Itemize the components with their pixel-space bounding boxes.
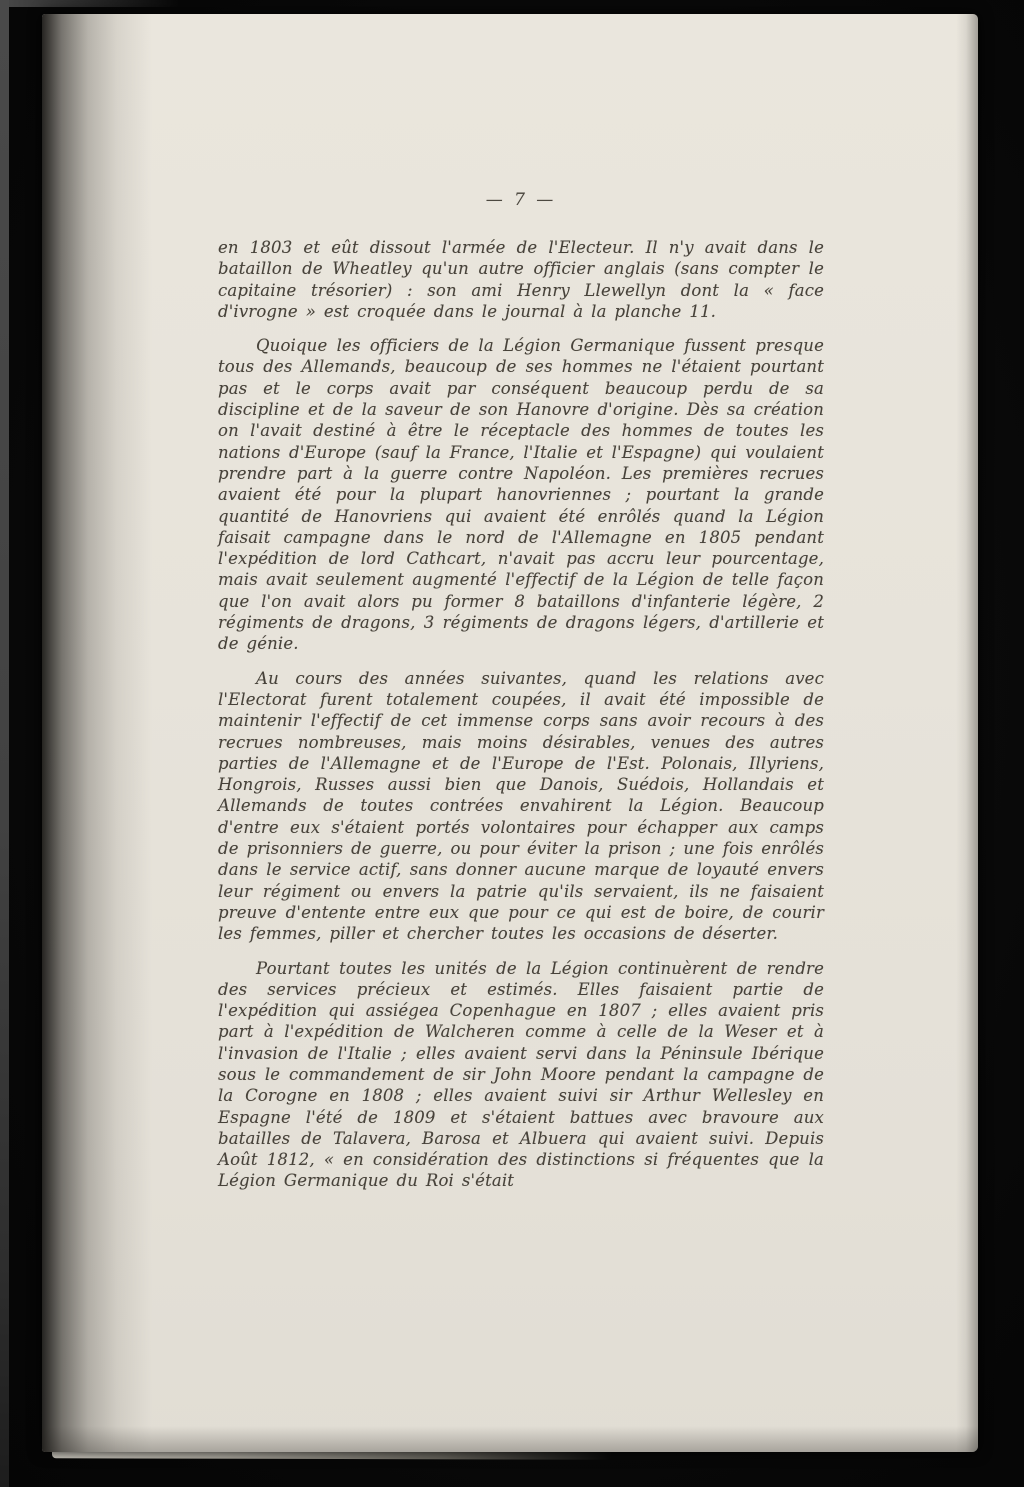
page-bottom-shadow — [42, 1426, 978, 1452]
scanner-edge-strip — [0, 0, 9, 1487]
page-content — [218, 190, 824, 1192]
scanner-edge-top — [0, 0, 180, 7]
paragraph: Pourtant toutes les unités de la Légion continuèrent de rendre des services précieux et estimés. Elles faisaient partie de l'expédition qui assiégea Copenhague en 1807 ; elles avaient pris part à l'expédition de Walcheren comme à celle de la Weser et à l'invasion de l'Italie ; elles avaient servi dans la Péninsule Ibérique sous le commandement de sir John Moore pendant la campagne de la Corogne en 1808 ; elles avaient suivi sir Arthur Wellesley en Espagne l'été de 1809 et s'étaient battues avec bravoure aux batailles de Talavera, Barosa et Albuera qui avaient suivi. Depuis Août 1812, « en considération des distinctions si fréquentes que la Légion Germanique du Roi s'était — [218, 958, 824, 1191]
page-number: — 7 — — [485, 190, 557, 210]
paragraph: en 1803 et eût dissout l'armée de l'Electeur. Il n'y avait dans le bataillon de Wheatley qu'un autre officier anglais (sans compter le capitaine trésorier) : son ami Henry Llewellyn dont la « face d'ivrogne » est croquée dans le journal à la planche 11. — [218, 238, 824, 321]
page-text — [218, 237, 824, 1192]
book-page — [42, 14, 978, 1452]
paragraph: Au cours des années suivantes, quand les relations avec l'Electorat furent totalement coupées, il avait été impossible de maintenir l'effectif de cet immense corps sans avoir recours à des recrues nombreuses, mais moins désirables, venues des autres parties de l'Allemagne et de l'Europe de l'Est. Polonais, Illyriens, Hongrois, Russes aussi bien que Danois, Suédois, Hollandais et Allemands de toutes contrées envahirent la Légion. Beaucoup d'entre eux s'étaient portés volontaires pour échapper aux camps de prisonniers de guerre, ou pour éviter la prison ; une fois enrôlés dans le service actif, sans donner aucune marque de loyauté envers leur régiment ou envers la patrie qu'ils servaient, ils ne faisaient preuve d'entente entre eux que pour ce qui est de boire, de courir les femmes, piller et chercher toutes les occasions de déserter. — [218, 668, 824, 944]
paragraph: Quoique les officiers de la Légion Germanique fussent presque tous des Allemands, beaucoup de ses hommes ne l'étaient pourtant pas et le corps avait par conséquent beaucoup perdu de sa discipline et de la saveur de son Hanovre d'origine. Dès sa création on l'avait destiné à être le réceptacle des hommes de toutes les nations d'Europe (sauf la France, l'Italie et l'Espagne) qui voulaient prendre part à la guerre contre Napoléon. Les premières recrues avaient été pour la plupart hanovriennes ; pourtant la grande quantité de Hanovriens qui avaient été enrôlés quand la Légion faisait campagne dans le nord de l'Allemagne en 1805 pendant l'expédition de lord Cathcart, n'avait pas accru leur pourcentage, mais avait seulement augmenté l'effectif de la Légion de telle façon que l'on avait alors pu former 8 bataillons d'infanterie légère, 2 régiments de dragons, 3 régiments de dragons légers, d'artillerie et de génie. — [218, 336, 824, 654]
